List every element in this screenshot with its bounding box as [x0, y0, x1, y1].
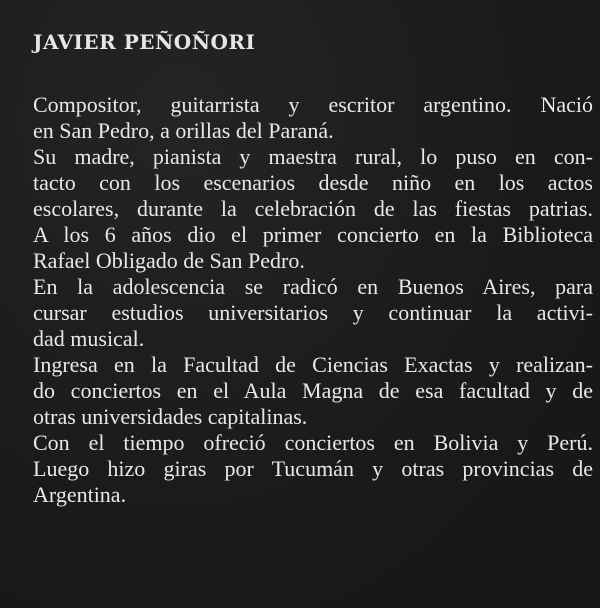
text-line: tacto con los escenarios desde niño en los actos	[33, 170, 593, 195]
text-line: Luego hizo giras por Tucumán y otras provincias de	[33, 456, 593, 481]
text-line: dad musical.	[33, 326, 145, 351]
text-line: Compositor, guitarrista y escritor argentino. Nació	[33, 92, 593, 117]
text-line: Su madre, pianista y maestra rural, lo puso en con-	[33, 144, 593, 169]
text-line: Con el tiempo ofreció conciertos en Bolivia y Perú.	[33, 430, 593, 455]
text-line: En la adolescencia se radicó en Buenos Aires, para	[33, 274, 593, 299]
biography-text	[33, 92, 593, 508]
text-line: escolares, durante la celebración de las fiestas patrias.	[33, 196, 593, 221]
text-line: Argentina.	[33, 482, 127, 507]
text-line: Rafael Obligado de San Pedro.	[33, 248, 305, 273]
text-line: A los 6 años dio el primer concierto en la Biblioteca	[33, 222, 593, 247]
text-line: otras universidades capitalinas.	[33, 404, 308, 429]
text-line: en San Pedro, a orillas del Paraná.	[33, 118, 334, 143]
author-name-heading: JAVIER PEÑOÑORI	[33, 30, 256, 54]
text-line: do conciertos en el Aula Magna de esa facultad y de	[33, 378, 593, 403]
text-line: cursar estudios universitarios y continuar la activi-	[33, 300, 593, 325]
text-line: Ingresa en la Facultad de Ciencias Exactas y realizan-	[33, 352, 593, 377]
